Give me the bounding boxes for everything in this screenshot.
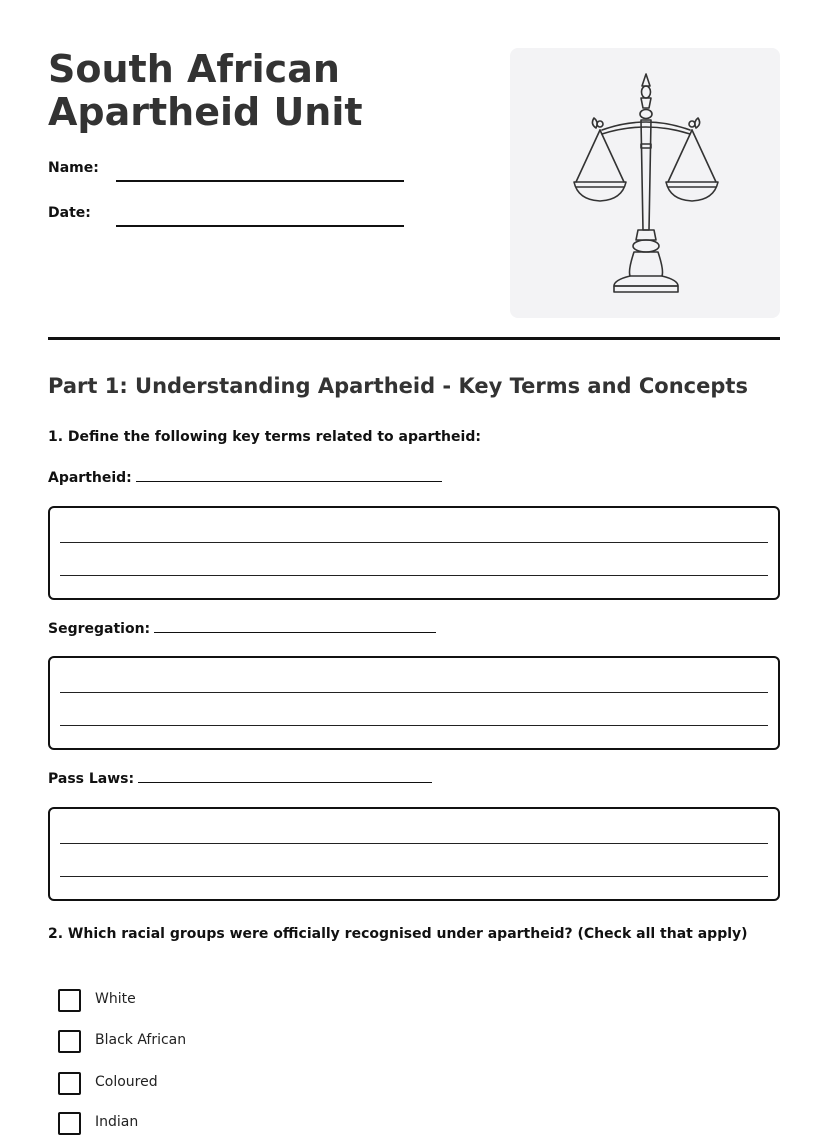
term-label: Pass Laws: (48, 771, 135, 787)
answer-line (60, 575, 768, 576)
answer-line (60, 542, 768, 543)
term-pass-laws (48, 771, 432, 787)
date-field[interactable] (116, 225, 404, 227)
question-1: 1. Define the following key terms related to apartheid: (48, 429, 481, 445)
illustration-panel (510, 48, 780, 318)
term-blank-line[interactable] (136, 481, 442, 482)
checkbox[interactable] (58, 989, 81, 1012)
option-label: Coloured (95, 1074, 158, 1090)
checkbox[interactable] (58, 1030, 81, 1053)
name-field[interactable] (116, 180, 404, 182)
checkbox[interactable] (58, 1112, 81, 1135)
term-segregation (48, 621, 436, 637)
term-label: Apartheid: (48, 470, 132, 486)
question-2: 2. Which racial groups were officially recognised under apartheid? (Check all that apply) (48, 926, 748, 942)
worksheet-title: South African Apartheid Unit (48, 47, 363, 134)
date-label: Date: (48, 205, 91, 221)
option-label: White (95, 991, 136, 1007)
checkbox[interactable] (58, 1072, 81, 1095)
answer-box-segregation[interactable] (48, 656, 780, 750)
answer-box-apartheid[interactable] (48, 506, 780, 600)
name-label: Name: (48, 160, 99, 176)
answer-line (60, 725, 768, 726)
answer-box-pass-laws[interactable] (48, 807, 780, 901)
answer-line (60, 876, 768, 877)
part1-heading: Part 1: Understanding Apartheid - Key Terms and Concepts (48, 374, 748, 398)
answer-line (60, 692, 768, 693)
term-label: Segregation: (48, 621, 151, 637)
balance-scale-icon (510, 48, 780, 318)
term-apartheid (48, 470, 442, 486)
section-divider (48, 337, 780, 340)
term-blank-line[interactable] (138, 782, 432, 783)
term-blank-line[interactable] (154, 632, 436, 633)
answer-line (60, 843, 768, 844)
option-label: Indian (95, 1114, 139, 1130)
option-label: Black African (95, 1032, 187, 1048)
